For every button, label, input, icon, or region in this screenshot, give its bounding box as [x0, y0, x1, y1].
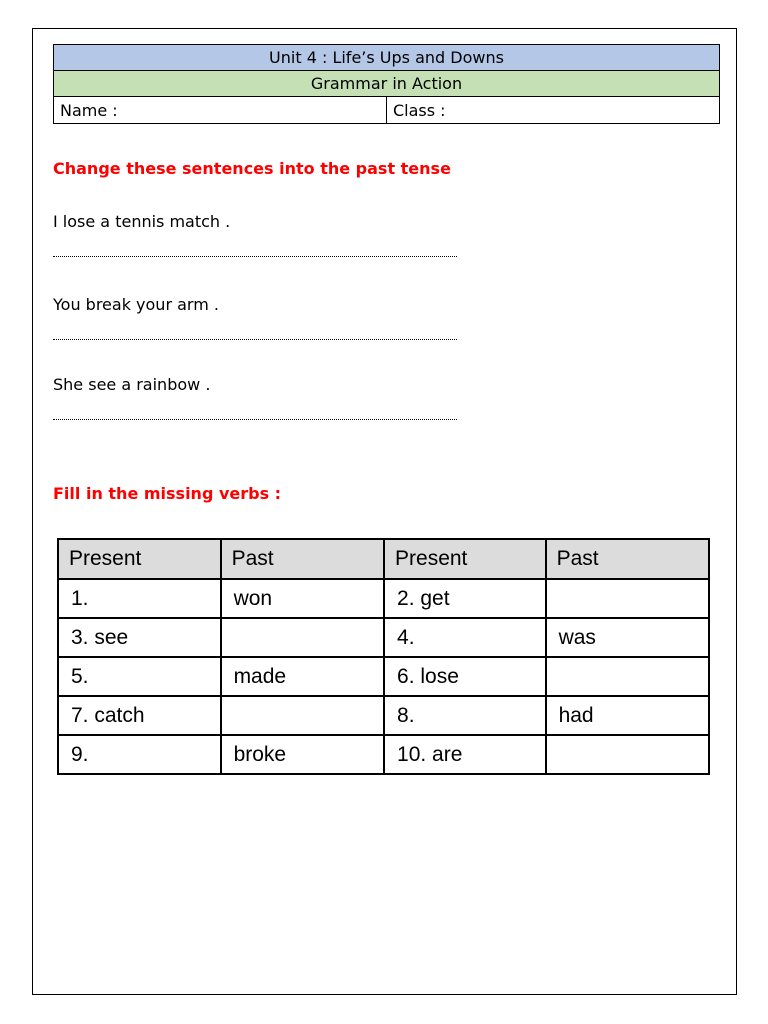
answer-line-2[interactable] [53, 339, 457, 340]
class-field[interactable]: Class : [387, 97, 720, 124]
unit-title: Unit 4 : Life’s Ups and Downs [54, 45, 720, 71]
name-field[interactable]: Name : [54, 97, 387, 124]
table-header-row [58, 539, 709, 579]
table-cell: 4. [384, 618, 546, 657]
table-cell: 10. are [384, 735, 546, 774]
table-cell: won [221, 579, 384, 618]
table-cell: had [546, 696, 709, 735]
column-header: Past [546, 539, 709, 579]
table-cell-blank[interactable] [546, 579, 709, 618]
table-cell-blank[interactable] [546, 657, 709, 696]
table-row [58, 618, 709, 657]
sentence-3: She see a rainbow . [53, 375, 211, 394]
table-cell: 5. [58, 657, 221, 696]
answer-line-3[interactable] [53, 419, 457, 420]
table-cell: 9. [58, 735, 221, 774]
table-cell: was [546, 618, 709, 657]
table-cell-blank[interactable] [546, 735, 709, 774]
sentence-2: You break your arm . [53, 295, 219, 314]
table-row [58, 657, 709, 696]
table-cell: made [221, 657, 384, 696]
table-row [58, 696, 709, 735]
table-cell: 3. see [58, 618, 221, 657]
table-cell-blank[interactable] [221, 618, 384, 657]
worksheet-header [53, 44, 720, 124]
table-cell: 7. catch [58, 696, 221, 735]
section2-heading: Fill in the missing verbs : [53, 484, 282, 503]
table-cell: broke [221, 735, 384, 774]
table-cell: 8. [384, 696, 546, 735]
table-cell: 1. [58, 579, 221, 618]
column-header: Present [384, 539, 546, 579]
verbs-table [57, 538, 710, 775]
column-header: Past [221, 539, 384, 579]
column-header: Present [58, 539, 221, 579]
answer-line-1[interactable] [53, 256, 457, 257]
table-row [58, 735, 709, 774]
sentence-1: I lose a tennis match . [53, 212, 231, 231]
table-row [58, 579, 709, 618]
table-cell-blank[interactable] [221, 696, 384, 735]
worksheet-subtitle: Grammar in Action [54, 71, 720, 97]
section1-heading: Change these sentences into the past tense [53, 159, 451, 178]
table-cell: 6. lose [384, 657, 546, 696]
table-cell: 2. get [384, 579, 546, 618]
